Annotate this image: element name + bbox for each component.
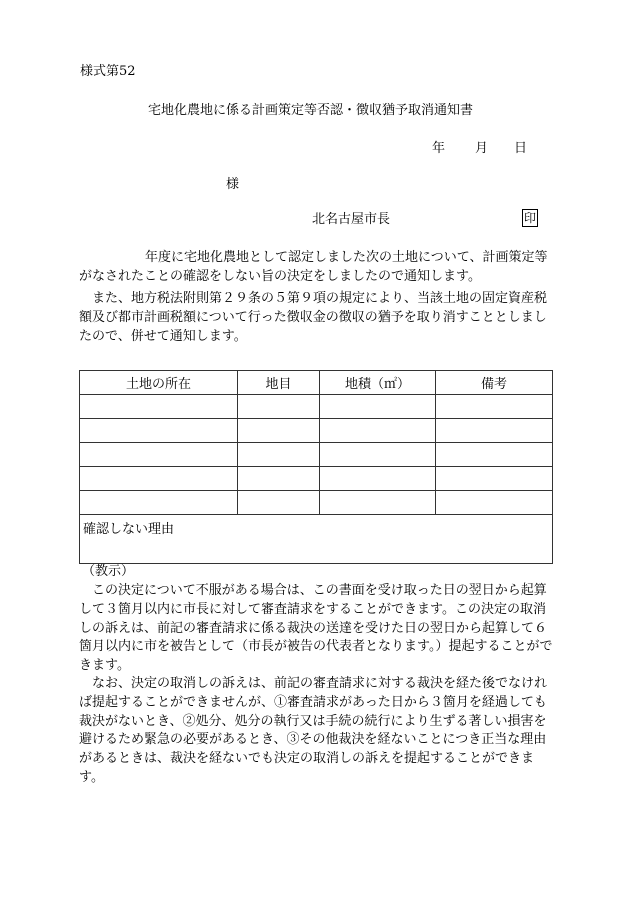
land-table <box>79 370 553 564</box>
seal-mark: 印 <box>523 211 536 225</box>
table-row <box>80 491 553 515</box>
table-cell <box>80 467 238 491</box>
header-remarks: 備考 <box>436 371 553 395</box>
table-row <box>80 443 553 467</box>
date-year-label: 年 <box>432 141 446 156</box>
table-cell <box>436 419 553 443</box>
date-month-label: 月 <box>475 141 489 156</box>
header-land-category: 地目 <box>238 371 320 395</box>
date-day-label: 日 <box>514 141 528 156</box>
table-cell <box>320 491 436 515</box>
notice-paragraph-2 <box>79 675 555 788</box>
notice-paragraph-1-text: この決定について不服がある場合は、この書面を受け取った日の翌日から起算して３箇月以内に市長に対して審査請求をすることができます。この決定の取消しの訴えは、前記の審査請求に係る裁決の送達を受けた日の翌日から起算して６箇月以内に市を被告として（市長が被告の代表者となります。）提起することができます。 <box>79 583 553 674</box>
header-area: 地積（㎡） <box>320 371 436 395</box>
table-cell <box>80 419 238 443</box>
table-cell <box>436 395 553 419</box>
document-title: 宅地化農地に係る計画策定等否認・徴収猶予取消通知書 <box>148 103 474 118</box>
table-row <box>80 419 553 443</box>
table-cell <box>320 443 436 467</box>
reason-row <box>80 515 553 564</box>
body-paragraph-2 <box>79 290 555 346</box>
form-number: 様式第52 <box>80 64 136 79</box>
table-cell <box>80 395 238 419</box>
table-cell <box>436 467 553 491</box>
header-location: 土地の所在 <box>80 371 238 395</box>
table-cell <box>238 467 320 491</box>
issuer-name: 北名古屋市長 <box>312 212 391 227</box>
notice-paragraph-2-text: なお、決定の取消しの訴えは、前記の審査請求に対する裁決を経た後でなければ提起することができませんが、①審査請求があった日から３箇月を経過しても裁決がないとき、②処分、処分の執行又は手続の続行により生ずる著しい損害を避けるため緊急の必要があるとき、③その他裁決を経ないことにつき正当な理由があるときは、裁決を経ないでも決定の取消しの訴えを提起することができます。 <box>79 676 548 785</box>
body-paragraph-1-text: 年度に宅地化農地として認定しました次の土地について、計画策定等がなされたことの確認をしない旨の決定をしましたので通知します。 <box>79 250 548 284</box>
table-header-row <box>80 371 553 395</box>
table-cell <box>238 491 320 515</box>
table-cell <box>238 395 320 419</box>
table-cell <box>320 395 436 419</box>
body-paragraph-2-text: また、地方税法附則第２９条の５第９項の規定により、当該土地の固定資産税額及び都市計画税額について行った徴収金の徴収の猶予を取り消すこととしましたので、併せて通知します。 <box>79 291 548 344</box>
table-cell <box>238 419 320 443</box>
table-cell <box>238 443 320 467</box>
table-cell <box>436 443 553 467</box>
table-row <box>80 395 553 419</box>
table-cell <box>80 443 238 467</box>
addressee-suffix: 様 <box>226 177 240 192</box>
table-cell <box>320 467 436 491</box>
table-row <box>80 467 553 491</box>
body-paragraph-1 <box>79 249 555 287</box>
table-cell <box>80 491 238 515</box>
table-cell <box>436 491 553 515</box>
table-cell <box>320 419 436 443</box>
reason-label: 確認しない理由 <box>80 515 553 564</box>
notice-paragraph-1 <box>79 582 555 676</box>
notice-heading: （教示） <box>82 564 135 579</box>
